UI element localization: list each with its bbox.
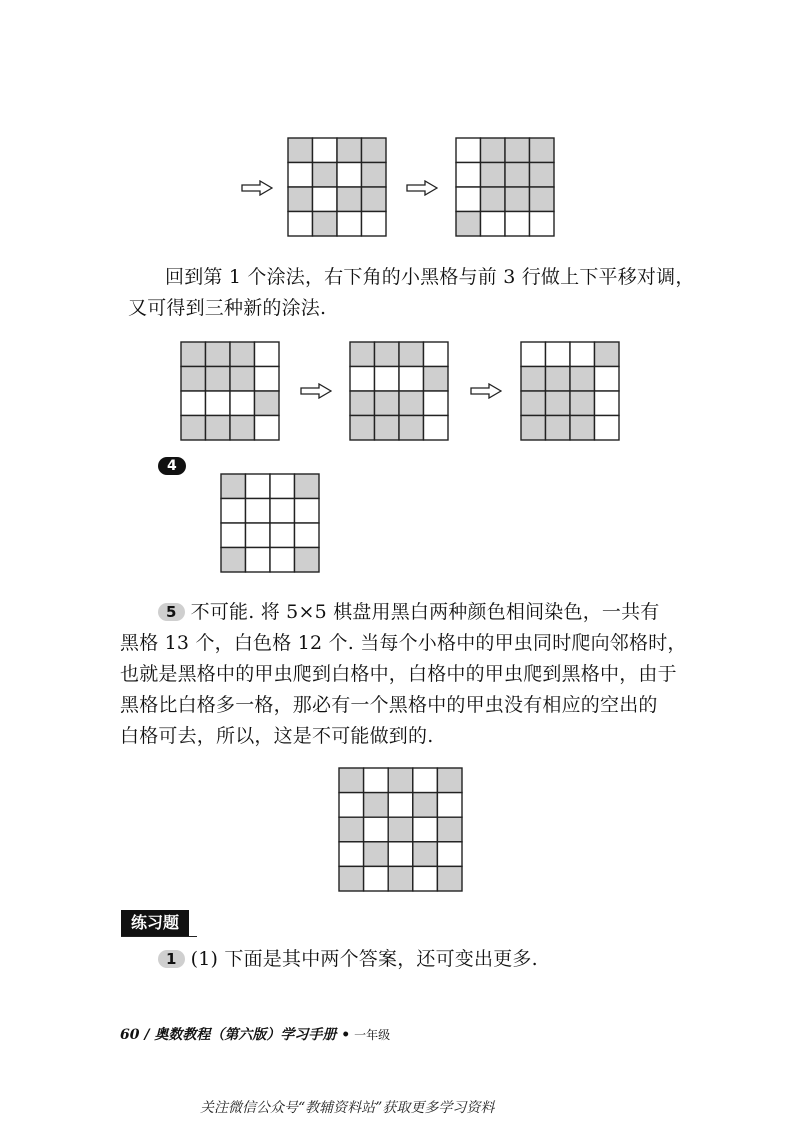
- grid-cell-empty: [388, 842, 413, 867]
- grid-cell-empty: [246, 523, 271, 548]
- grid-cell-shaded: [570, 391, 595, 416]
- section-title: 练习题: [121, 910, 189, 936]
- grid-answer-4: [220, 473, 320, 573]
- paragraph-line: 黑格比白格多一格，那必有一个黑格中的甲虫没有相应的空出的: [120, 694, 658, 716]
- grid-cell-empty: [413, 768, 438, 793]
- paragraph-line: 也就是黑格中的甲虫爬到白格中，白格中的甲虫爬到黑格中，由于: [120, 663, 677, 685]
- grid-cell-empty: [364, 866, 389, 891]
- grid-cell-empty: [181, 391, 206, 416]
- grid-cell-shaded: [546, 367, 571, 392]
- paragraph-line: 黑格 13 个，白色格 12 个. 当每个小格中的甲虫同时爬向邻格时，: [120, 632, 687, 654]
- grid-cell-empty: [270, 474, 295, 499]
- grid-cell-shaded: [206, 416, 231, 441]
- grid-cell-empty: [570, 342, 595, 367]
- grid-cell-empty: [339, 842, 364, 867]
- grid-cell-empty: [350, 367, 375, 392]
- grid-cell-empty: [413, 866, 438, 891]
- grid-cell-shaded: [521, 367, 546, 392]
- grid-cell-empty: [481, 212, 506, 237]
- grid-cell-shaded: [206, 367, 231, 392]
- grid-cell-shaded: [546, 391, 571, 416]
- grid-top-2: [455, 137, 555, 237]
- right-arrow-outline-icon: [241, 180, 273, 196]
- right-arrow-outline-icon: [470, 383, 502, 399]
- grid-cell-shaded: [295, 474, 320, 499]
- grid-cell-shaded: [364, 793, 389, 818]
- grid-cell-shaded: [313, 212, 338, 237]
- grid-cell-shaded: [221, 548, 246, 573]
- section-divider: [121, 936, 197, 937]
- grid-cell-shaded: [230, 416, 255, 441]
- grid-cell-shaded: [424, 367, 449, 392]
- grid-cell-empty: [456, 138, 481, 163]
- grid-cell-shaded: [288, 138, 313, 163]
- grid-cell-shaded: [595, 342, 620, 367]
- grid-cell-empty: [206, 391, 231, 416]
- answer-5-text: 不可能. 将 5×5 棋盘用黑白两种颜色相间染色，一共有: [190, 601, 660, 623]
- grid-cell-empty: [424, 391, 449, 416]
- grid-cell-empty: [270, 499, 295, 524]
- grid-middle-1: [180, 341, 280, 441]
- grid-top-1: [287, 137, 387, 237]
- grid-cell-shaded: [530, 138, 555, 163]
- grid-cell-empty: [221, 523, 246, 548]
- right-arrow-outline-icon: [300, 383, 332, 399]
- grid-cell-empty: [364, 817, 389, 842]
- grid-cell-empty: [313, 187, 338, 212]
- grid-cell-shaded: [230, 342, 255, 367]
- answer-badge-5: 5: [158, 603, 185, 621]
- grid-cell-shaded: [481, 163, 506, 188]
- grid-cell-shaded: [481, 187, 506, 212]
- answer-badge-4: 4: [158, 457, 186, 475]
- grid-cell-empty: [364, 768, 389, 793]
- grid-cell-shaded: [481, 138, 506, 163]
- grid-cell-empty: [595, 391, 620, 416]
- grid-cell-shaded: [350, 391, 375, 416]
- grid-cell-empty: [413, 817, 438, 842]
- grid-cell-shaded: [399, 391, 424, 416]
- grid-cell-shaded: [362, 187, 387, 212]
- grid-checkerboard-5x5: [338, 767, 463, 892]
- grid-cell-shaded: [437, 866, 462, 891]
- grid-cell-empty: [255, 416, 280, 441]
- grid-cell-empty: [399, 367, 424, 392]
- grid-cell-empty: [221, 499, 246, 524]
- grid-cell-shaded: [288, 187, 313, 212]
- grid-middle-3: [520, 341, 620, 441]
- grid-cell-shaded: [505, 163, 530, 188]
- grid-cell-shaded: [570, 367, 595, 392]
- paragraph-line: 回到第 1 个涂法，右下角的小黑格与前 3 行做上下平移对调，: [165, 266, 695, 288]
- right-arrow-outline-icon: [406, 180, 438, 196]
- grid-cell-empty: [437, 842, 462, 867]
- grid-middle-2: [349, 341, 449, 441]
- grid-cell-shaded: [339, 817, 364, 842]
- grid-cell-shaded: [230, 367, 255, 392]
- grid-cell-shaded: [181, 367, 206, 392]
- grid-cell-shaded: [375, 391, 400, 416]
- grid-cell-empty: [337, 212, 362, 237]
- grid-cell-empty: [270, 523, 295, 548]
- grid-cell-shaded: [456, 212, 481, 237]
- grid-cell-empty: [230, 391, 255, 416]
- grid-cell-empty: [388, 793, 413, 818]
- grid-cell-empty: [295, 523, 320, 548]
- grid-cell-empty: [546, 342, 571, 367]
- grid-cell-empty: [456, 163, 481, 188]
- grid-cell-shaded: [388, 768, 413, 793]
- grid-cell-shaded: [388, 817, 413, 842]
- grid-cell-shaded: [505, 138, 530, 163]
- grid-cell-shaded: [221, 474, 246, 499]
- grid-cell-empty: [362, 212, 387, 237]
- footer-grade: 一年级: [354, 1028, 391, 1042]
- grid-cell-empty: [424, 342, 449, 367]
- page-footer: [120, 1024, 390, 1044]
- grid-cell-shaded: [339, 768, 364, 793]
- exercise-1-text: (1) 下面是其中两个答案，还可变出更多.: [190, 948, 538, 970]
- grid-cell-shaded: [546, 416, 571, 441]
- grid-cell-shaded: [530, 163, 555, 188]
- grid-cell-empty: [270, 548, 295, 573]
- grid-cell-shaded: [337, 187, 362, 212]
- grid-cell-empty: [313, 138, 338, 163]
- grid-cell-empty: [521, 342, 546, 367]
- grid-cell-empty: [255, 342, 280, 367]
- grid-cell-shaded: [295, 548, 320, 573]
- grid-cell-empty: [437, 793, 462, 818]
- grid-cell-shaded: [521, 391, 546, 416]
- paragraph-line: [158, 597, 660, 628]
- grid-cell-shaded: [388, 866, 413, 891]
- grid-cell-shaded: [364, 842, 389, 867]
- grid-cell-shaded: [437, 768, 462, 793]
- grid-cell-shaded: [181, 342, 206, 367]
- grid-cell-shaded: [337, 138, 362, 163]
- grid-cell-shaded: [350, 416, 375, 441]
- exercise-badge-1: 1: [158, 950, 185, 968]
- grid-cell-empty: [339, 793, 364, 818]
- grid-cell-empty: [595, 416, 620, 441]
- grid-cell-empty: [255, 367, 280, 392]
- grid-cell-shaded: [362, 163, 387, 188]
- grid-cell-shaded: [399, 342, 424, 367]
- grid-cell-empty: [595, 367, 620, 392]
- grid-cell-shaded: [313, 163, 338, 188]
- paragraph-line: 又可得到三种新的涂法.: [128, 297, 327, 319]
- grid-cell-shaded: [375, 416, 400, 441]
- grid-cell-shaded: [255, 391, 280, 416]
- grid-cell-empty: [246, 499, 271, 524]
- grid-cell-shaded: [570, 416, 595, 441]
- grid-cell-empty: [337, 163, 362, 188]
- grid-cell-shaded: [505, 187, 530, 212]
- grid-cell-shaded: [181, 416, 206, 441]
- grid-cell-shaded: [399, 416, 424, 441]
- grid-cell-shaded: [413, 842, 438, 867]
- grid-cell-empty: [424, 416, 449, 441]
- grid-cell-shaded: [339, 866, 364, 891]
- grid-cell-shaded: [206, 342, 231, 367]
- grid-cell-shaded: [530, 187, 555, 212]
- footer-title: 60 / 奥数教程（第六版）学习手册 •: [120, 1027, 351, 1043]
- grid-cell-empty: [246, 474, 271, 499]
- grid-cell-empty: [295, 499, 320, 524]
- grid-cell-empty: [246, 548, 271, 573]
- grid-cell-shaded: [350, 342, 375, 367]
- grid-cell-shaded: [362, 138, 387, 163]
- grid-cell-empty: [456, 187, 481, 212]
- grid-cell-shaded: [375, 342, 400, 367]
- paragraph-line: 白格可去，所以，这是不可能做到的.: [120, 725, 434, 747]
- grid-cell-shaded: [413, 793, 438, 818]
- grid-cell-shaded: [437, 817, 462, 842]
- grid-cell-shaded: [521, 416, 546, 441]
- grid-cell-empty: [530, 212, 555, 237]
- grid-cell-empty: [288, 163, 313, 188]
- grid-cell-empty: [505, 212, 530, 237]
- exercise-1: [158, 944, 538, 975]
- grid-cell-empty: [375, 367, 400, 392]
- watermark: 关注微信公众号“教辅资料站”获取更多学习资料: [200, 1100, 495, 1116]
- grid-cell-empty: [288, 212, 313, 237]
